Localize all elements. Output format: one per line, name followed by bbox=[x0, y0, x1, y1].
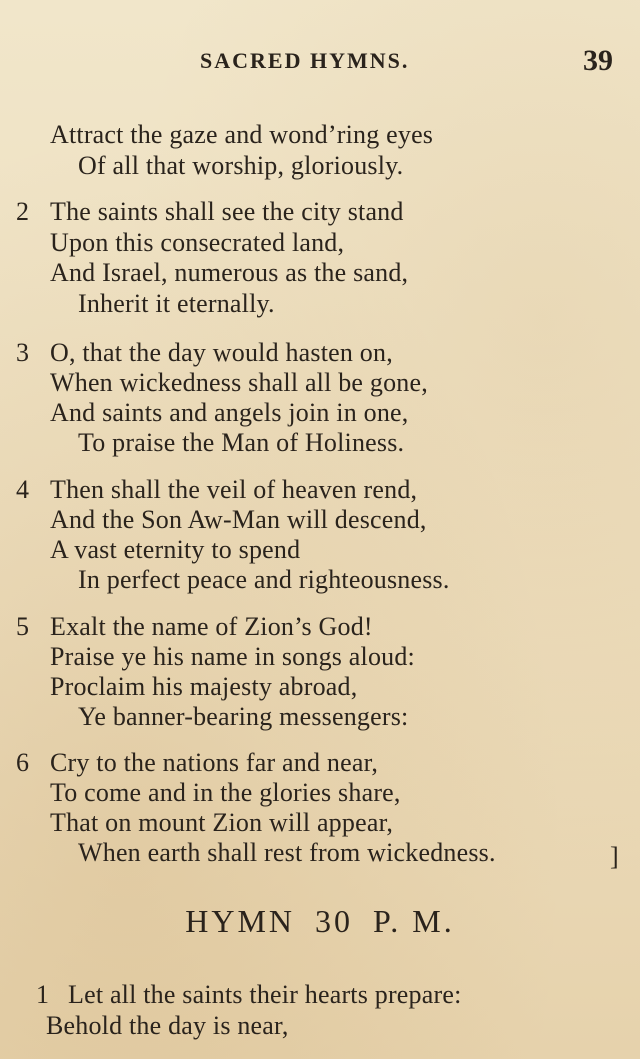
verse-line: Praise ye his name in songs aloud: bbox=[50, 642, 415, 671]
continuation-line: Attract the gaze and wond’ring eyes bbox=[50, 120, 434, 149]
verse-line: And saints and angels join in one, bbox=[50, 398, 409, 427]
page-header bbox=[0, 44, 640, 84]
verse-line: Cry to the nations far and near, bbox=[50, 748, 379, 777]
verse-line: Let all the saints their hearts prepare: bbox=[68, 980, 462, 1009]
verse-line: The saints shall see the city stand bbox=[50, 197, 404, 226]
verse-line: Exalt the name of Zion’s God! bbox=[50, 612, 373, 641]
hymn-heading bbox=[0, 903, 640, 939]
closing-bracket: ] bbox=[610, 842, 619, 871]
page-number: 39 bbox=[583, 44, 613, 77]
running-head: SACRED HYMNS. bbox=[200, 48, 410, 73]
verse-line: To praise the Man of Holiness. bbox=[78, 428, 405, 457]
verse-line: In perfect peace and righteousness. bbox=[78, 565, 450, 594]
hymn-heading-word: HYMN bbox=[185, 903, 296, 939]
verse-line: Proclaim his majesty abroad, bbox=[50, 672, 358, 701]
verse-number: 1 bbox=[36, 980, 49, 1009]
verse-line: To come and in the glories share, bbox=[50, 778, 401, 807]
continuation-line: Of all that worship, gloriously. bbox=[78, 151, 404, 180]
verse-number: 4 bbox=[16, 475, 29, 504]
verse-number: 3 bbox=[16, 338, 29, 367]
verse-line: Then shall the veil of heaven rend, bbox=[50, 475, 418, 504]
verse-line: A vast eternity to spend bbox=[50, 535, 301, 564]
verse-line: When earth shall rest from wickedness. bbox=[78, 838, 496, 867]
verse-line: That on mount Zion will appear, bbox=[50, 808, 394, 837]
verse-line: When wickedness shall all be gone, bbox=[50, 368, 428, 397]
verse-line: O, that the day would hasten on, bbox=[50, 338, 393, 367]
verse-line: And Israel, numerous as the sand, bbox=[50, 258, 409, 287]
verse-line: Inherit it eternally. bbox=[78, 289, 275, 318]
verse-line: Behold the day is near, bbox=[46, 1011, 289, 1040]
verse-number: 6 bbox=[16, 748, 29, 777]
verse-line: Upon this consecrated land, bbox=[50, 228, 345, 257]
hymn-heading-number: 30 bbox=[315, 903, 354, 939]
verse-number: 2 bbox=[16, 197, 29, 226]
verse-line: And the Son Aw-Man will descend, bbox=[50, 505, 427, 534]
hymn-meter: P. M. bbox=[373, 903, 455, 939]
verse-line: Ye banner-bearing messengers: bbox=[78, 702, 409, 731]
verse-number: 5 bbox=[16, 612, 29, 641]
